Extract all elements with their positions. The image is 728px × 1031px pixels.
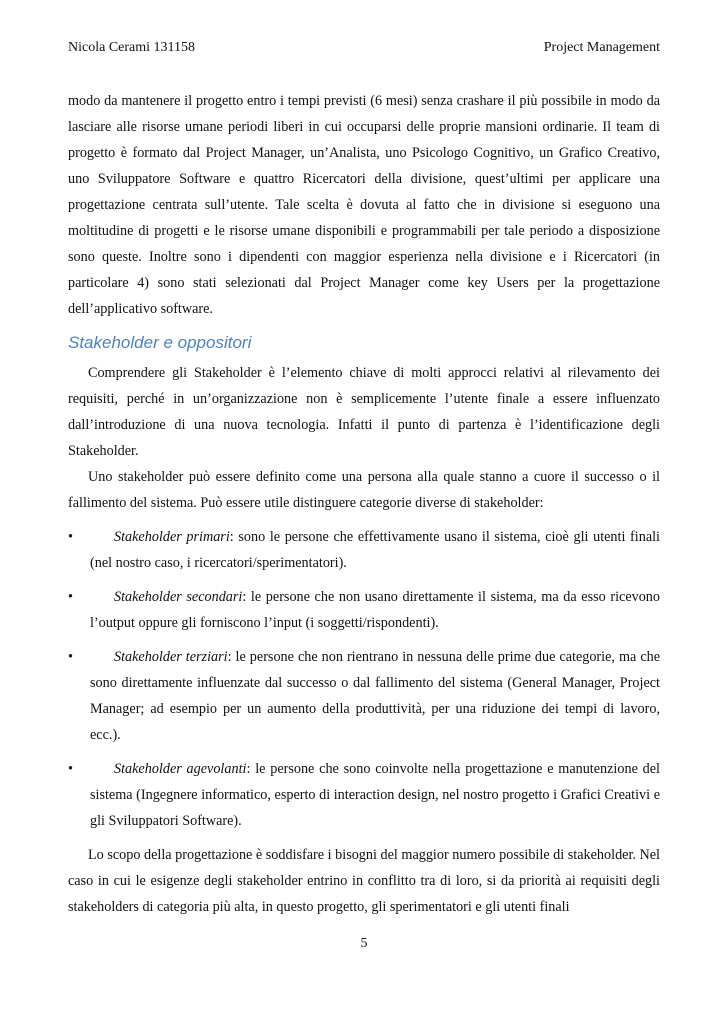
section-heading: Stakeholder e oppositori	[68, 333, 252, 352]
bullet-term: Stakeholder agevolanti	[114, 761, 247, 777]
bullet-icon: •	[68, 649, 73, 665]
list-item	[68, 584, 660, 636]
header-course: Project Management	[543, 40, 660, 55]
paragraph-stakeholder-intro: Comprendere gli Stakeholder è l’elemento chiave di molti approcci relativi al rilevamento dei requisiti, perché in un’organizzazione non è semplicemente l’utente finale a essere influenzato dall’introduzione di una nuova tecnologia. Infatti il punto di partenza è l’identificazione degli Stakeholder.	[68, 365, 660, 459]
bullet-icon: •	[68, 761, 73, 777]
bullet-text: : le persone che sono coinvolte nella progettazione e manutenzione del sistema (Ingegnere informatico, esperto di interaction design, nel nostro progetto i Grafici Creativi e gli Sviluppatori Software).	[90, 761, 660, 829]
document-body	[68, 88, 660, 920]
bullet-term: Stakeholder secondari	[114, 589, 243, 605]
list-item	[68, 524, 660, 576]
paragraph-stakeholder-definition: Uno stakeholder può essere definito come una persona alla quale stanno a cuore il successo o il fallimento del sistema. Può essere utile distinguere categorie diverse di stakeholder:	[68, 469, 660, 511]
header-author: Nicola Cerami 131158	[68, 40, 196, 55]
page-header	[68, 40, 660, 60]
bullet-term: Stakeholder terziari	[114, 649, 228, 665]
bullet-text: : le persone che non usano direttamente il sistema, ma da esso ricevono l’output oppure gli forniscono l’input (i soggetti/rispondenti).	[90, 589, 660, 631]
bullet-icon: •	[68, 529, 73, 545]
bullet-text: : le persone che non rientrano in nessuna delle prime due categorie, ma che sono direttamente influenzate dal successo o dal fallimento del sistema (General Manager, Project Manager; ad esempio per un aumento della produttività, per una riduzione dei tempi di lavoro, ecc.).	[90, 649, 661, 743]
page-number: 5	[360, 936, 368, 951]
list-item	[68, 756, 660, 834]
bullet-text: : sono le persone che effettivamente usano il sistema, cioè gli utenti finali (nel nostro caso, i ricercatori/sperimentatori).	[90, 529, 661, 571]
stakeholder-list	[68, 524, 660, 834]
list-item	[68, 644, 660, 748]
intro-paragraph: modo da mantenere il progetto entro i tempi previsti (6 mesi) senza crashare il più possibile in modo da lasciare alle risorse umane periodi liberi in cui occuparsi delle proprie mansioni ordinarie. Il team di progetto è formato dal Project Manager, un’Analista, uno Psicologo Cognitivo, un Grafico Creativo, uno Sviluppatore Software e quattro Ricercatori della divisione, quest’ultimi per applicare una progettazione centrata sull’utente. Tale scelta è dovuta al fatto che in divisione si eseguono una moltitudine di progetti e le risorse umane disponibili e programmabili per tale periodo a disposizione sono queste. Inoltre sono i dipendenti con maggior esperienza nella divisione e i Ricercatori (in particolare 4) sono stati selezionati dal Project Manager come key Users per la progettazione dell’applicativo software.	[68, 93, 660, 317]
paragraph-design-scope: Lo scopo della progettazione è soddisfare i bisogni del maggior numero possibile di stakeholder. Nel caso in cui le esigenze degli stakeholder entrino in conflitto tra di loro, si da priorità ai requisiti degli stakeholders di categoria più alta, in questo progetto, gli sperimentatori e gli utenti finali	[68, 847, 660, 915]
bullet-term: Stakeholder primari	[114, 529, 230, 545]
bullet-icon: •	[68, 589, 73, 605]
